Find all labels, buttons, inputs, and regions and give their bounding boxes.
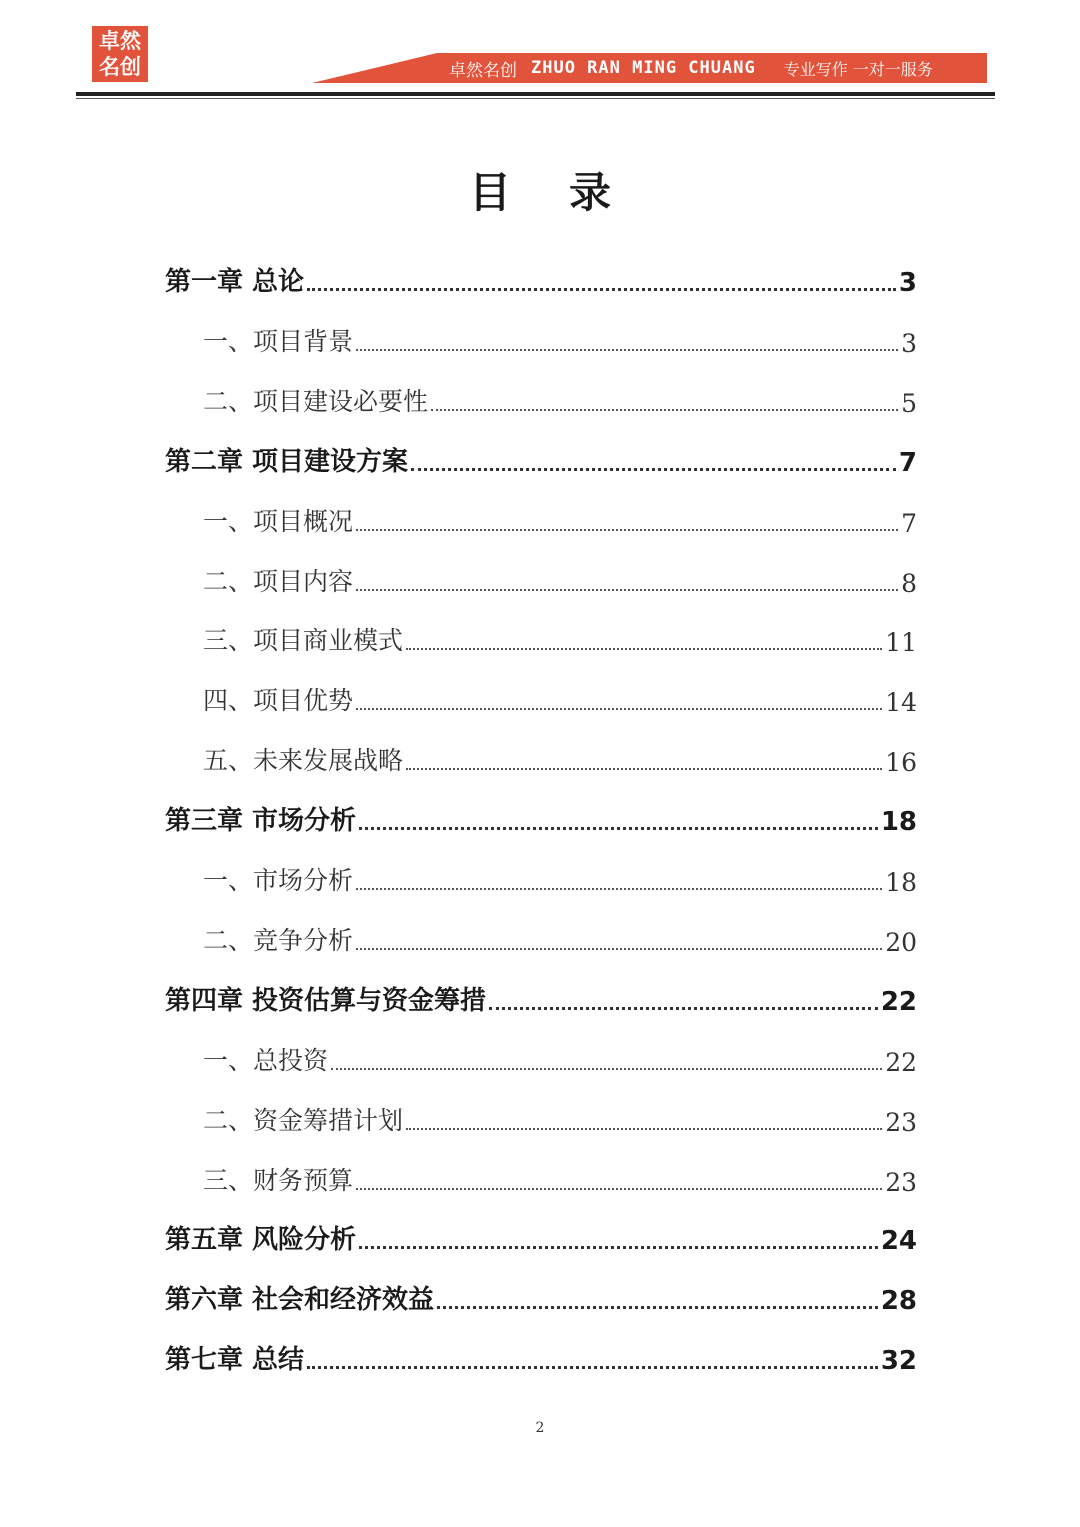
toc-dot-leader [331,1068,882,1070]
toc-dot-leader [356,529,898,531]
toc-entry-label: 四、项目优势 [203,686,354,716]
header-ribbon [437,53,987,83]
toc-section-entry[interactable] [203,677,917,717]
toc-chapter-entry[interactable] [165,1216,917,1256]
logo-line-2: 名创 [99,55,141,79]
toc-chapter-entry[interactable] [165,1276,917,1316]
page-number: 2 [535,1420,545,1436]
toc-dot-leader [406,648,882,650]
toc-entry-label: 第三章 市场分析 [165,806,357,837]
toc-section-entry[interactable] [203,737,917,777]
toc-section-entry[interactable] [203,558,917,598]
toc-dot-leader [307,1366,878,1369]
toc-entry-page: 22 [885,1047,917,1077]
logo-line-1: 卓然 [99,29,141,53]
toc-entry-label: 五、未来发展战略 [203,746,404,776]
toc-entry-page: 3 [901,328,917,358]
toc-section-entry[interactable] [203,1037,917,1077]
toc-entry-label: 二、项目内容 [203,566,354,596]
toc-dot-leader [356,1188,882,1190]
toc-entry-label: 一、市场分析 [203,866,354,895]
toc-dot-leader [489,1007,878,1010]
toc-dot-leader [356,589,898,591]
toc-entry-label: 二、竞争分析 [203,925,354,955]
toc-entry-page: 18 [880,807,917,838]
toc-dot-leader [437,1306,878,1309]
toc-entry-page: 28 [880,1286,917,1317]
toc-dot-leader [356,708,882,710]
toc-dot-leader [359,827,878,830]
toc-entry-page: 32 [880,1346,917,1377]
toc-section-entry[interactable] [203,1097,917,1137]
toc-entry-label: 二、资金筹措计划 [203,1105,404,1135]
toc-dot-leader [431,409,898,411]
toc-entry-label: 二、项目建设必要性 [203,386,429,416]
page-title: 目录 [468,168,669,217]
ribbon-wedge [312,53,437,83]
toc-chapter-entry[interactable] [165,797,917,837]
toc-entry-label: 一、项目概况 [203,506,354,536]
toc-dot-leader [356,948,882,950]
toc-entry-page: 7 [898,447,917,478]
toc-entry-page: 20 [885,927,917,957]
brand-name-cn: 卓然名创 [449,60,517,81]
header-rule-thin [76,98,995,99]
brand-logo [92,26,148,82]
toc-section-entry[interactable] [203,917,917,957]
toc-entry-label: 第二章 项目建设方案 [165,446,409,477]
toc-entry-page: 16 [885,748,917,778]
toc-section-entry[interactable] [203,617,917,657]
toc-chapter-entry[interactable] [165,438,917,478]
toc-chapter-entry[interactable] [165,977,917,1017]
toc-dot-leader [356,349,898,351]
toc-entry-label: 三、项目商业模式 [203,626,404,656]
toc-entry-label: 三、财务预算 [203,1165,354,1195]
toc-entry-page: 14 [885,688,917,718]
toc-entry-label: 一、项目背景 [203,326,354,356]
toc-entry-page: 7 [901,508,917,538]
toc-dot-leader [359,1246,878,1249]
toc-section-entry[interactable] [203,857,917,897]
toc-section-entry[interactable] [203,1157,917,1197]
toc-chapter-entry[interactable] [165,1336,917,1376]
toc-entry-page: 18 [885,868,917,897]
toc-entry-page: 5 [901,388,917,418]
toc-entry-page: 3 [898,268,917,298]
brand-slogan: 专业写作 一对一服务 [783,59,933,79]
toc-entry-label: 第四章 投资估算与资金筹措 [165,985,487,1016]
toc-entry-label: 第六章 社会和经济效益 [165,1285,435,1316]
toc-dot-leader [307,288,896,291]
toc-dot-leader [356,888,882,890]
toc-entry-page: 11 [885,628,917,658]
toc-entry-label: 第一章 总论 [165,267,305,297]
toc-entry-page: 23 [885,1107,917,1137]
toc-dot-leader [406,1128,882,1130]
toc-section-entry[interactable] [203,498,917,538]
toc-dot-leader [411,468,896,471]
header-rule [76,92,995,96]
brand-name-en: ZHUO RAN MING CHUANG [531,58,756,78]
toc-section-entry[interactable] [203,318,917,358]
toc-entry-page: 24 [880,1226,917,1257]
toc-chapter-entry[interactable] [165,258,917,298]
toc-entry-label: 一、总投资 [203,1045,329,1075]
toc-entry-page: 8 [901,568,917,598]
toc-dot-leader [406,768,882,770]
toc-entry-label: 第七章 总结 [165,1345,305,1376]
toc-section-entry[interactable] [203,378,917,418]
toc-entry-page: 23 [885,1167,917,1197]
toc-entry-page: 22 [880,986,917,1017]
toc-entry-label: 第五章 风险分析 [165,1225,357,1256]
